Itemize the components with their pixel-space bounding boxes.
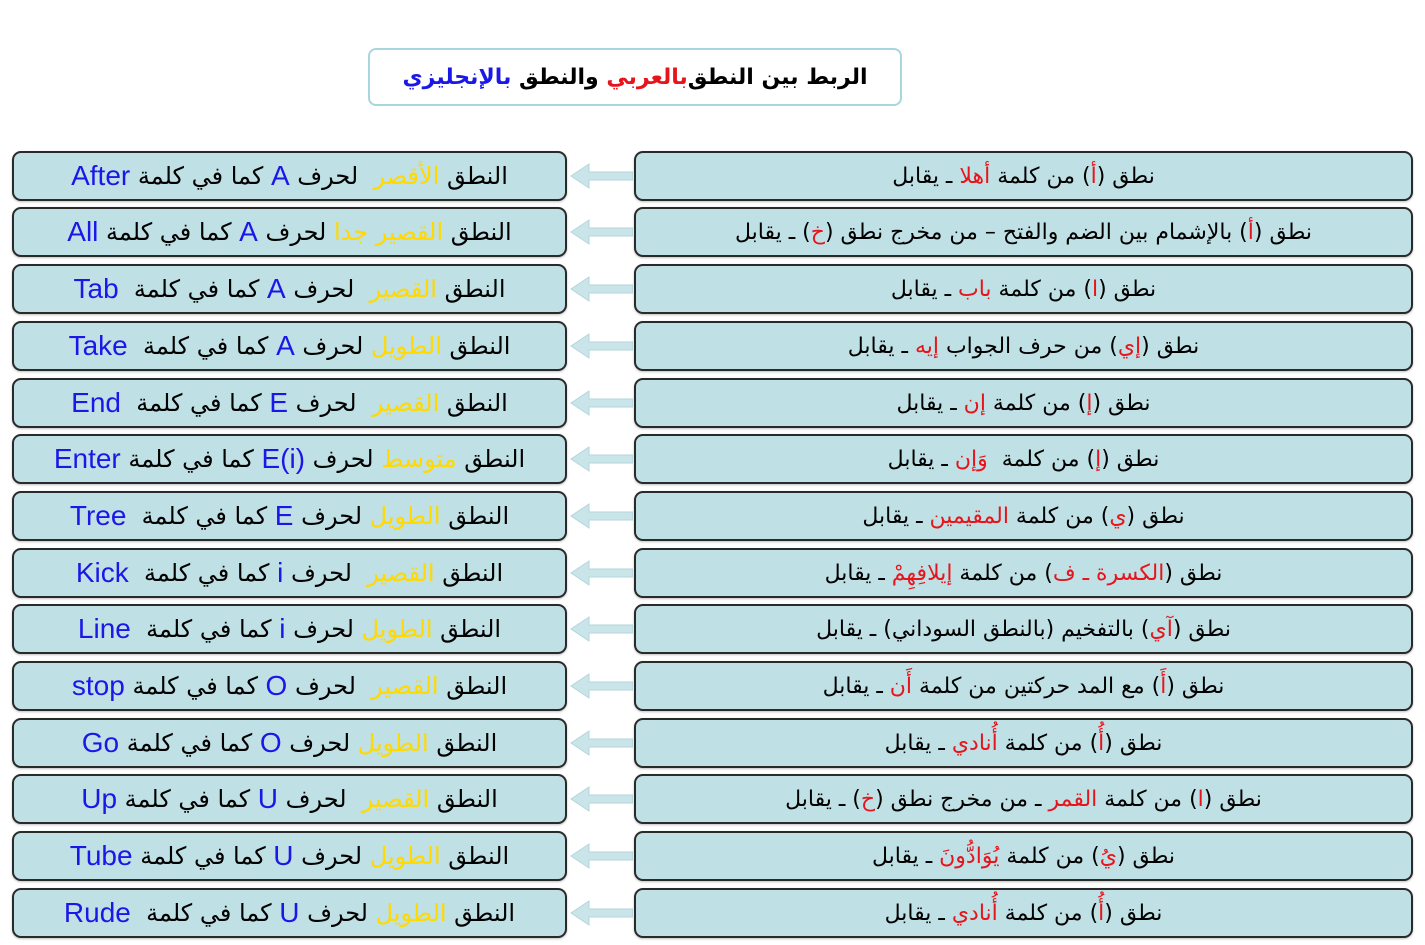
left-arrow-icon bbox=[569, 445, 633, 473]
english-pronunciation-box bbox=[12, 378, 567, 428]
arabic-text-segment: نطق ( bbox=[1104, 730, 1163, 756]
english-text-segment: الطويل bbox=[369, 502, 441, 530]
english-text-segment: الطويل bbox=[361, 615, 433, 643]
left-arrow-icon bbox=[569, 842, 633, 870]
english-text-segment: لحرف bbox=[293, 502, 370, 530]
arabic-text-segment: المقيمين bbox=[929, 503, 1009, 529]
english-pronunciation-box bbox=[12, 604, 567, 654]
arabic-text-segment: يُ bbox=[1099, 843, 1117, 869]
arabic-text-segment: الكسرة ـ ف bbox=[1052, 560, 1165, 586]
arabic-text-segment: أُ bbox=[1098, 730, 1105, 756]
mapping-row bbox=[0, 378, 1425, 430]
english-text-segment: لحرف bbox=[277, 785, 362, 813]
left-arrow-icon bbox=[569, 729, 633, 757]
arabic-text-segment: ) مع المد حركتين من كلمة bbox=[912, 673, 1161, 699]
english-text-segment: النطق bbox=[439, 162, 508, 190]
mapping-row bbox=[0, 321, 1425, 373]
english-text-segment: لحرف bbox=[281, 729, 358, 757]
english-example-word: Tree bbox=[69, 500, 127, 531]
title-part-3: والنطق bbox=[511, 64, 607, 90]
left-arrow-icon bbox=[569, 218, 633, 246]
english-text-segment: النطق bbox=[439, 389, 508, 417]
arabic-text-segment: إيلافِهِمْ bbox=[891, 560, 953, 586]
english-text-segment: النطق bbox=[440, 842, 510, 870]
left-arrow-icon bbox=[569, 615, 633, 643]
english-pronunciation-box bbox=[12, 491, 567, 541]
english-example-word: Kick bbox=[75, 557, 129, 588]
mapping-row bbox=[0, 434, 1425, 486]
english-text-segment: كما في كلمة bbox=[118, 275, 268, 303]
arabic-text-segment: ـ يقابل bbox=[890, 276, 959, 302]
arabic-text-segment: ـ يقابل bbox=[862, 503, 930, 529]
english-pronunciation-box bbox=[12, 207, 567, 257]
english-text-segment: كما في كلمة bbox=[130, 615, 280, 643]
diagram-title bbox=[368, 48, 902, 106]
arabic-text-segment: إن bbox=[963, 390, 986, 416]
english-text-segment: كما في كلمة bbox=[127, 332, 277, 360]
english-letter: i bbox=[277, 557, 284, 588]
arabic-text-segment: ـ يقابل bbox=[884, 730, 952, 756]
arabic-text-segment: ) من حرف الجواب bbox=[938, 333, 1118, 359]
arabic-text-segment: ) من كلمة bbox=[990, 163, 1091, 189]
english-example-word: Rude bbox=[63, 897, 131, 928]
arabic-pronunciation-box bbox=[634, 434, 1413, 484]
arabic-text-segment: ـ من مخرج نطق ( bbox=[875, 786, 1049, 812]
arabic-text-segment: نطق ( bbox=[1172, 616, 1231, 642]
english-text-segment: القصير bbox=[371, 389, 440, 417]
arabic-text-segment: ) من كلمة bbox=[999, 843, 1100, 869]
english-text-segment: متوسط bbox=[381, 445, 457, 473]
arabic-text-segment: أ bbox=[1090, 163, 1097, 189]
mapping-row bbox=[0, 207, 1425, 259]
english-text-segment: كما في كلمة bbox=[128, 559, 278, 587]
left-arrow-icon bbox=[569, 559, 633, 587]
title-part-4: بالإنجليزي bbox=[402, 64, 512, 90]
arabic-text-segment: نطق ( bbox=[1141, 333, 1200, 359]
arabic-text-segment: أ bbox=[1247, 219, 1254, 245]
left-arrow-icon bbox=[569, 275, 633, 303]
arabic-text-segment: نطق ( bbox=[1126, 503, 1185, 529]
arabic-text-segment: ي bbox=[1109, 503, 1127, 529]
arabic-text-segment: نطق ( bbox=[1203, 786, 1262, 812]
english-example-word: End bbox=[71, 387, 121, 418]
english-text-segment: النطق bbox=[436, 275, 506, 303]
english-text-segment: لحرف bbox=[283, 559, 368, 587]
english-text-segment: الأقصر bbox=[373, 162, 440, 190]
mapping-row bbox=[0, 661, 1425, 713]
english-text-segment: النطق bbox=[456, 445, 526, 473]
arabic-text-segment: نطق ( bbox=[1164, 560, 1223, 586]
arabic-text-segment: نطق ( bbox=[1101, 446, 1160, 472]
english-letter: U bbox=[279, 897, 300, 928]
english-example-word: All bbox=[67, 216, 99, 247]
english-text-segment: القصير bbox=[367, 559, 435, 587]
english-letter: A bbox=[267, 273, 286, 304]
arabic-text-segment: ـ يقابل bbox=[896, 390, 964, 416]
english-text-segment: لحرف bbox=[305, 445, 382, 473]
arabic-pronunciation-box bbox=[634, 378, 1413, 428]
english-letter: U bbox=[257, 783, 278, 814]
english-text-segment: القصير bbox=[361, 785, 430, 813]
arabic-text-segment: إ bbox=[1095, 446, 1102, 472]
mapping-row bbox=[0, 604, 1425, 656]
arabic-text-segment: نطق ( bbox=[1096, 163, 1155, 189]
arabic-text-segment: نطق ( bbox=[1116, 843, 1176, 869]
arabic-text-segment: إيه bbox=[914, 333, 939, 359]
english-text-segment: النطق bbox=[429, 785, 498, 813]
mapping-row bbox=[0, 831, 1425, 883]
english-text-segment: لحرف bbox=[285, 275, 370, 303]
english-example-word: Up bbox=[81, 783, 118, 814]
left-arrow-icon bbox=[569, 162, 633, 190]
arabic-pronunciation-box bbox=[634, 321, 1413, 371]
english-letter: A bbox=[239, 216, 258, 247]
english-pronunciation-box bbox=[12, 264, 567, 314]
english-text-segment: كما في كلمة bbox=[98, 218, 240, 246]
arabic-text-segment: ـ يقابل bbox=[871, 843, 940, 869]
english-letter: U bbox=[273, 840, 294, 871]
arabic-text-segment: خ bbox=[860, 786, 876, 812]
arabic-text-segment: ) من كلمة bbox=[1097, 786, 1198, 812]
english-text-segment: لحرف bbox=[289, 162, 374, 190]
english-text-segment: لحرف bbox=[257, 218, 334, 246]
arabic-text-segment: ) بالإشمام بين الضم والفتح – من مخرج نطق ( bbox=[824, 219, 1248, 245]
arabic-text-segment: ا bbox=[1091, 276, 1099, 302]
arabic-text-segment: يُوَادُّونَ bbox=[939, 843, 1000, 869]
arabic-text-segment: ـ يقابل bbox=[847, 333, 915, 359]
english-text-segment: كما في كلمة bbox=[121, 389, 270, 417]
english-text-segment: كما في كلمة bbox=[120, 445, 262, 473]
arabic-text-segment: ـ يقابل bbox=[887, 446, 955, 472]
english-text-segment: النطق bbox=[443, 218, 512, 246]
english-pronunciation-box bbox=[12, 661, 567, 711]
english-text-segment: النطق bbox=[432, 615, 502, 643]
english-example-word: Enter bbox=[53, 443, 121, 474]
arabic-text-segment: ا bbox=[1197, 786, 1204, 812]
arabic-text-segment: ) من كلمة bbox=[997, 900, 1099, 926]
arabic-text-segment: أَن bbox=[889, 673, 913, 699]
english-letter: E bbox=[274, 500, 294, 531]
arabic-text-segment: خ bbox=[810, 219, 825, 245]
arabic-text-segment: وَإن bbox=[954, 446, 988, 472]
arabic-pronunciation-box bbox=[634, 491, 1413, 541]
arabic-text-segment: ـ يقابل bbox=[884, 900, 952, 926]
arabic-text-segment: ـ يقابل bbox=[892, 163, 960, 189]
arabic-pronunciation-box bbox=[634, 718, 1413, 768]
english-text-segment: النطق bbox=[428, 729, 498, 757]
english-text-segment: لحرف bbox=[288, 389, 372, 417]
arabic-text-segment: ) ـ يقابل bbox=[735, 219, 811, 245]
arabic-pronunciation-box bbox=[634, 604, 1413, 654]
mapping-row bbox=[0, 718, 1425, 770]
arabic-text-segment: ) من كلمة bbox=[991, 276, 1092, 302]
english-text-segment: النطق bbox=[434, 559, 504, 587]
english-pronunciation-box bbox=[12, 774, 567, 824]
english-text-segment: الطويل bbox=[369, 842, 441, 870]
arabic-text-segment: نطق ( bbox=[1098, 276, 1157, 302]
arabic-pronunciation-box bbox=[634, 831, 1413, 881]
arabic-text-segment: ـ يقابل bbox=[824, 560, 892, 586]
arabic-pronunciation-box bbox=[634, 151, 1413, 201]
english-text-segment: الطويل bbox=[357, 729, 429, 757]
english-text-segment: النطق bbox=[441, 332, 511, 360]
english-text-segment: القصير bbox=[369, 275, 437, 303]
left-arrow-icon bbox=[569, 785, 633, 813]
arabic-pronunciation-box bbox=[634, 774, 1413, 824]
mapping-row bbox=[0, 548, 1425, 600]
english-text-segment: كما في كلمة bbox=[119, 729, 260, 757]
left-arrow-icon bbox=[569, 672, 633, 700]
arabic-text-segment: ) ـ يقابل bbox=[785, 786, 861, 812]
left-arrow-icon bbox=[569, 502, 633, 530]
english-text-segment: كما في كلمة bbox=[117, 785, 258, 813]
english-text-segment: النطق bbox=[446, 899, 516, 927]
english-letter: A bbox=[270, 160, 290, 191]
left-arrow-icon bbox=[569, 899, 633, 927]
arabic-text-segment: إ bbox=[1086, 390, 1093, 416]
english-example-word: Go bbox=[81, 727, 120, 758]
mapping-row bbox=[0, 888, 1425, 940]
english-text-segment: لحرف bbox=[285, 615, 362, 643]
english-text-segment: لحرف bbox=[294, 332, 371, 360]
english-example-word: stop bbox=[71, 670, 125, 701]
english-text-segment: الطويل bbox=[370, 332, 442, 360]
english-pronunciation-box bbox=[12, 434, 567, 484]
english-text-segment: كما في كلمة bbox=[130, 162, 271, 190]
arabic-text-segment: القمر bbox=[1048, 786, 1098, 812]
arabic-text-segment: ) من كلمة bbox=[1008, 503, 1110, 529]
arabic-text-segment: نطق ( bbox=[1253, 219, 1312, 245]
arabic-pronunciation-box bbox=[634, 888, 1413, 938]
english-text-segment: كما في كلمة bbox=[124, 672, 266, 700]
english-text-segment: لحرف bbox=[287, 672, 372, 700]
english-text-segment: لحرف bbox=[299, 899, 376, 927]
arabic-text-segment: أُ bbox=[1098, 900, 1105, 926]
english-pronunciation-box bbox=[12, 718, 567, 768]
title-part-2: بالعربي bbox=[606, 64, 688, 90]
english-text-segment: كما في كلمة bbox=[126, 502, 275, 530]
english-example-word: After bbox=[71, 160, 131, 191]
title-part-1: الربط بين النطق bbox=[687, 64, 868, 90]
left-arrow-icon bbox=[569, 332, 633, 360]
left-arrow-icon bbox=[569, 389, 633, 417]
arabic-text-segment: نطق ( bbox=[1104, 900, 1163, 926]
english-pronunciation-box bbox=[12, 151, 567, 201]
arabic-text-segment: نطق ( bbox=[1092, 390, 1151, 416]
english-example-word: Tube bbox=[69, 840, 133, 871]
arabic-text-segment: ـ يقابل bbox=[822, 673, 890, 699]
arabic-text-segment: ) من كلمة bbox=[987, 446, 1096, 472]
mapping-row bbox=[0, 264, 1425, 316]
english-example-word: Line bbox=[77, 613, 131, 644]
arabic-text-segment: ) من كلمة bbox=[985, 390, 1087, 416]
arabic-text-segment: نطق ( bbox=[1166, 673, 1225, 699]
arabic-text-segment: أُنادي bbox=[951, 730, 998, 756]
mapping-row bbox=[0, 491, 1425, 543]
arabic-pronunciation-box bbox=[634, 548, 1413, 598]
english-pronunciation-box bbox=[12, 831, 567, 881]
english-letter: i bbox=[279, 613, 286, 644]
english-text-segment: الطويل bbox=[375, 899, 447, 927]
english-text-segment: النطق bbox=[438, 672, 508, 700]
arabic-pronunciation-box bbox=[634, 264, 1413, 314]
arabic-text-segment: أهلا bbox=[959, 163, 991, 189]
arabic-text-segment: إي bbox=[1117, 333, 1142, 359]
english-pronunciation-box bbox=[12, 888, 567, 938]
arabic-text-segment: ) من كلمة bbox=[952, 560, 1053, 586]
english-letter: E(i) bbox=[261, 443, 306, 474]
arabic-text-segment: باب bbox=[958, 276, 992, 302]
english-text-segment: القصير bbox=[371, 672, 439, 700]
english-letter: A bbox=[276, 330, 295, 361]
english-text-segment: النطق bbox=[440, 502, 510, 530]
english-text-segment: كما في كلمة bbox=[130, 899, 280, 927]
arabic-pronunciation-box bbox=[634, 207, 1413, 257]
english-example-word: Tab bbox=[73, 273, 119, 304]
mapping-row bbox=[0, 151, 1425, 203]
arabic-text-segment: أُنادي bbox=[951, 900, 998, 926]
arabic-text-segment: أَ bbox=[1160, 673, 1167, 699]
arabic-text-segment: ) من كلمة bbox=[997, 730, 1099, 756]
english-pronunciation-box bbox=[12, 548, 567, 598]
english-letter: E bbox=[269, 387, 289, 418]
arabic-pronunciation-box bbox=[634, 661, 1413, 711]
english-letter: O bbox=[265, 670, 288, 701]
arabic-text-segment: آي bbox=[1149, 616, 1173, 642]
english-example-word: Take bbox=[68, 330, 128, 361]
english-text-segment: لحرف bbox=[293, 842, 370, 870]
english-text-segment: كما في كلمة bbox=[132, 842, 274, 870]
english-pronunciation-box bbox=[12, 321, 567, 371]
mapping-row bbox=[0, 774, 1425, 826]
arabic-text-segment: ) بالتفخيم (بالنطق السوداني) ـ يقابل bbox=[816, 616, 1150, 642]
english-letter: O bbox=[259, 727, 282, 758]
english-text-segment: القصير جدا bbox=[334, 218, 444, 246]
